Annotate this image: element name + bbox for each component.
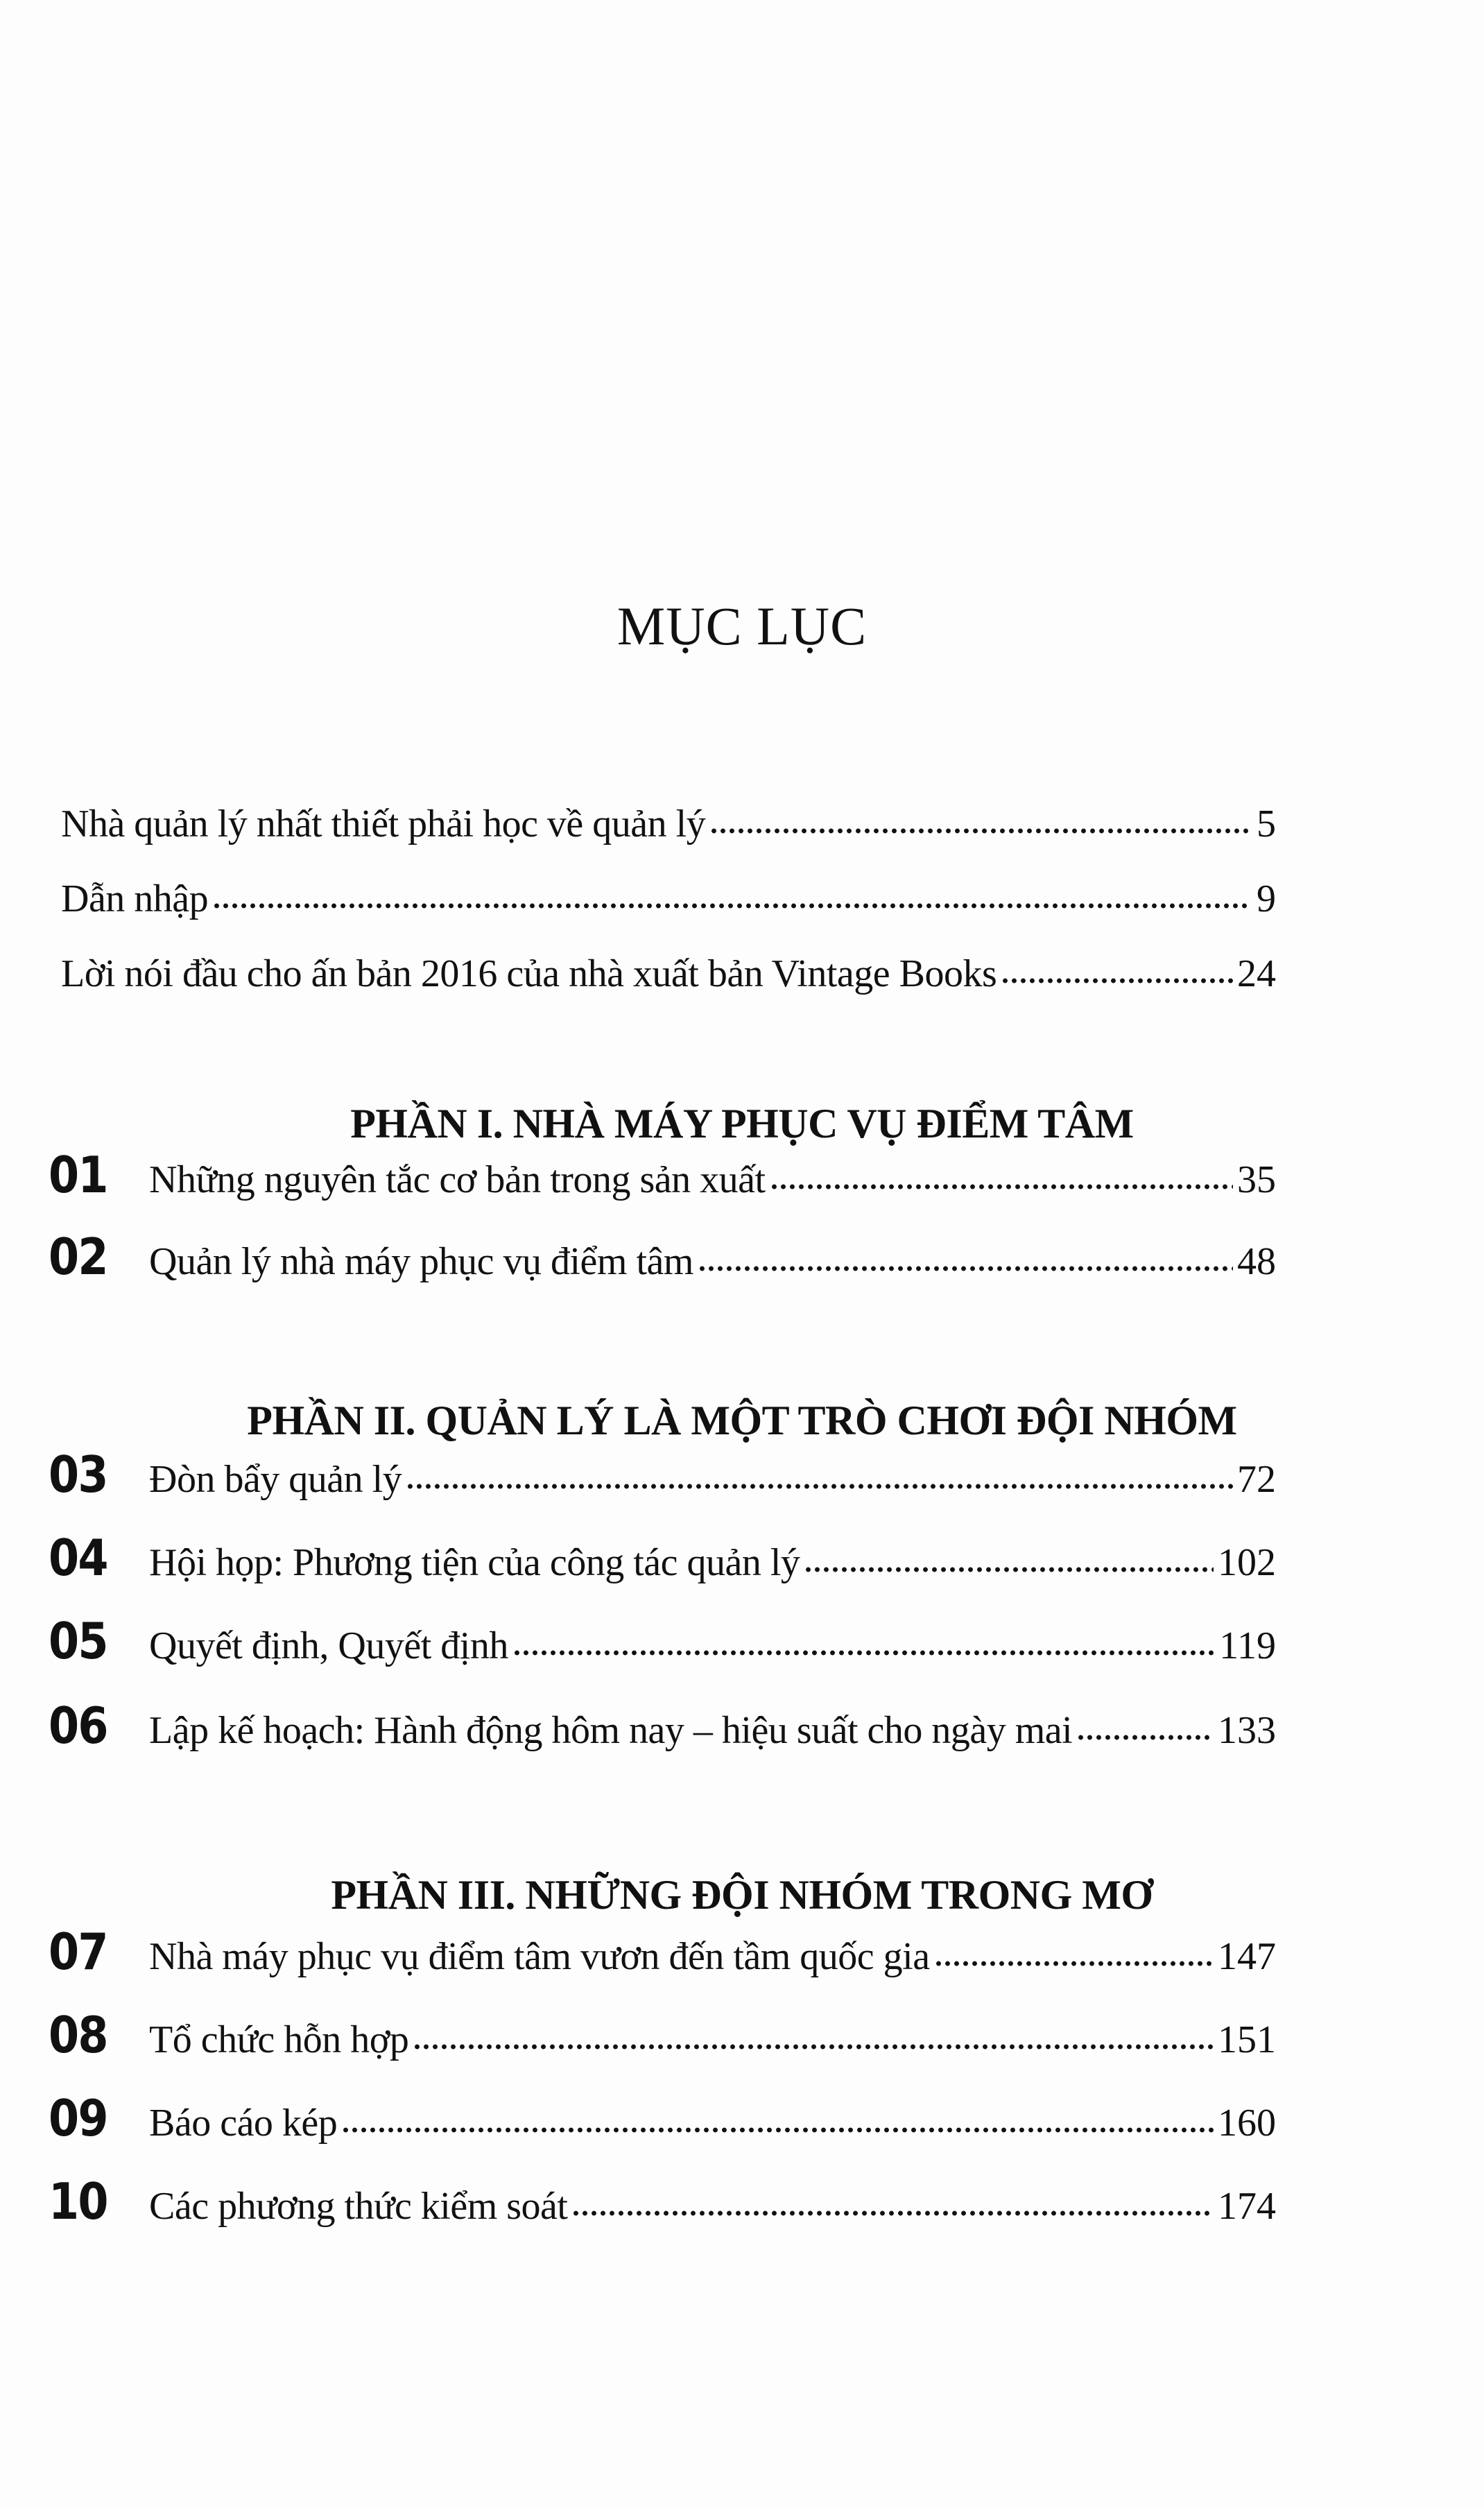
page-number: 9	[1257, 877, 1276, 920]
entry-title: Các phương thức kiểm soát	[149, 2185, 568, 2228]
page-number: 102	[1218, 1541, 1276, 1584]
entry-title: Báo cáo kép	[149, 2102, 338, 2145]
page-number: 24	[1237, 952, 1276, 995]
page-number: 5	[1257, 802, 1276, 845]
page-number: 48	[1237, 1240, 1276, 1283]
toc-entry-chapter[interactable]	[49, 1447, 1276, 1502]
page-number: 72	[1237, 1458, 1276, 1501]
entry-title: Hội họp: Phương tiện của công tác quản lý	[149, 1541, 800, 1584]
part-heading: PHẦN III. NHỮNG ĐỘI NHÓM TRONG MƠ	[331, 1871, 1153, 1918]
toc-entry-chapter[interactable]	[49, 1698, 1276, 1753]
dot-leader	[212, 902, 1251, 910]
dot-leader	[512, 1649, 1215, 1657]
toc-entry-chapter[interactable]	[49, 1613, 1276, 1669]
dot-leader	[341, 2126, 1214, 2134]
dot-leader	[1001, 977, 1233, 985]
entry-title: Tổ chức hỗn hợp	[149, 2018, 409, 2061]
toc-entry-front-matter[interactable]	[61, 796, 1276, 852]
page-number: 35	[1237, 1158, 1276, 1201]
toc-entry-chapter[interactable]	[49, 1924, 1276, 1979]
entry-title: Nhà quản lý nhất thiết phải học về quản lý	[61, 802, 706, 845]
toc-entry-chapter[interactable]	[49, 1530, 1276, 1586]
page-number: 119	[1219, 1624, 1276, 1667]
entry-title: Đòn bẩy quản lý	[149, 1458, 402, 1501]
chapter-number: 06	[49, 1697, 107, 1755]
dot-leader	[1076, 1733, 1214, 1742]
toc-entry-front-matter[interactable]	[61, 946, 1276, 1002]
entry-title: Quyết định, Quyết định	[149, 1624, 508, 1667]
dot-leader	[698, 1264, 1233, 1273]
toc-entry-chapter[interactable]	[49, 2090, 1276, 2146]
page-number: 133	[1218, 1709, 1276, 1752]
part-heading: PHẦN II. QUẢN LÝ LÀ MỘT TRÒ CHƠI ĐỘI NHÓM	[247, 1397, 1237, 1443]
chapter-number: 04	[49, 1529, 107, 1587]
chapter-number: 02	[49, 1228, 107, 1286]
toc-entry-chapter[interactable]	[49, 1147, 1276, 1203]
chapter-number: 10	[49, 2172, 107, 2231]
dot-leader	[934, 1959, 1214, 1968]
chapter-number: 03	[49, 1445, 107, 1504]
toc-entry-front-matter[interactable]	[61, 871, 1276, 927]
dot-leader	[413, 2043, 1214, 2051]
chapter-number: 01	[49, 1146, 107, 1204]
page-title: MỤC LỤC	[616, 596, 868, 657]
dot-leader	[571, 2209, 1214, 2217]
dot-leader	[804, 1565, 1214, 1574]
toc-entry-chapter[interactable]	[49, 2174, 1276, 2229]
page-number: 147	[1218, 1935, 1276, 1978]
part-heading: PHẦN I. NHÀ MÁY PHỤC VỤ ĐIỂM TÂM	[350, 1100, 1134, 1146]
entry-title: Quản lý nhà máy phục vụ điểm tâm	[149, 1240, 693, 1283]
chapter-number: 07	[49, 1923, 107, 1981]
toc-entry-chapter[interactable]	[49, 1229, 1276, 1285]
entry-title: Những nguyên tắc cơ bản trong sản xuất	[149, 1158, 766, 1201]
dot-leader	[406, 1482, 1233, 1491]
page-number: 174	[1218, 2185, 1276, 2228]
chapter-number: 08	[49, 2006, 107, 2064]
entry-title: Dẫn nhập	[61, 877, 209, 920]
entry-title: Nhà máy phục vụ điểm tâm vươn đến tầm quốc gia	[149, 1935, 930, 1978]
entry-title: Lập kế hoạch: Hành động hôm nay – hiệu suất cho ngày mai	[149, 1709, 1073, 1752]
dot-leader	[709, 827, 1251, 835]
chapter-number: 05	[49, 1612, 107, 1670]
page-number: 160	[1218, 2102, 1276, 2145]
chapter-number: 09	[49, 2089, 107, 2147]
toc-entry-chapter[interactable]	[49, 2007, 1276, 2063]
page-number: 151	[1218, 2018, 1276, 2061]
dot-leader	[770, 1183, 1233, 1191]
entry-title: Lời nói đầu cho ấn bản 2016 của nhà xuất bản Vintage Books	[61, 952, 997, 995]
